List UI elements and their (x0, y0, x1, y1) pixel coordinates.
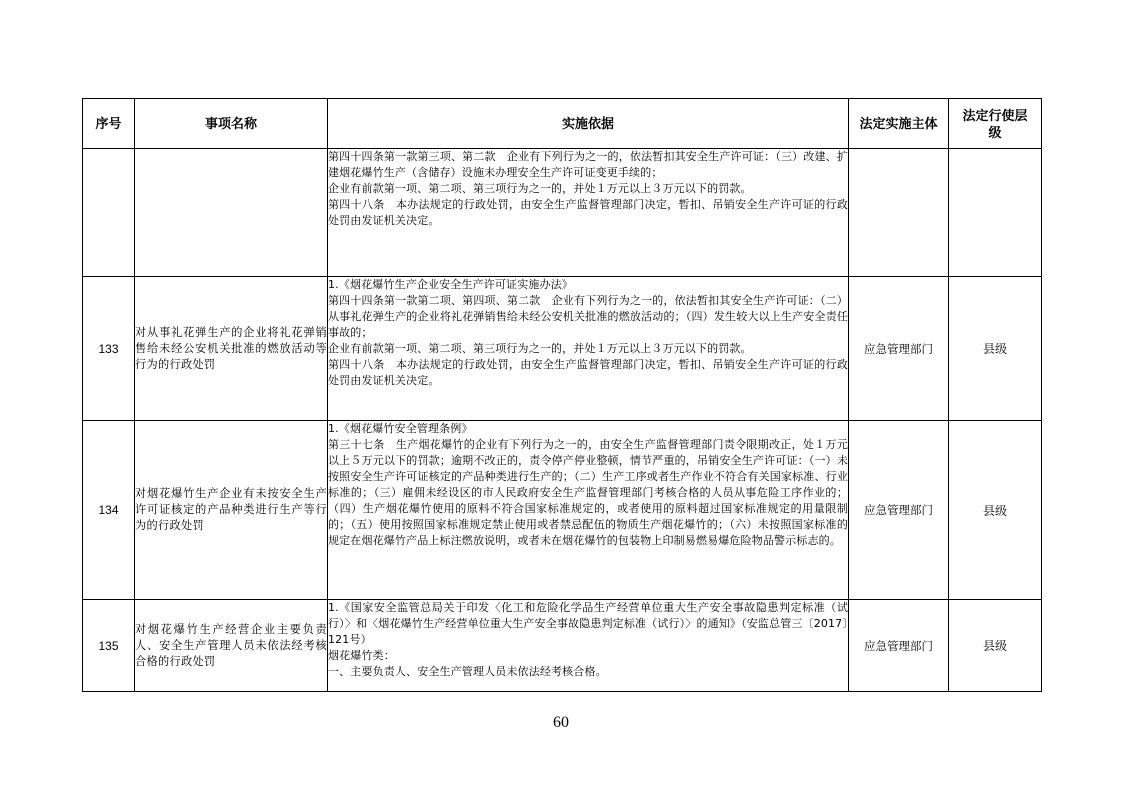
row-subject: 应急管理部门 (849, 277, 949, 421)
page-number: 60 (553, 714, 569, 731)
table-row (83, 277, 1042, 421)
header-level: 法定行使层级 (949, 99, 1042, 149)
basis-paragraph: 烟花爆竹类： (328, 649, 395, 662)
basis-paragraph: 企业有前款第一项、第二项、第三项行为之一的，并处１万元以上３万元以下的罚款。 (328, 342, 752, 355)
row-no (83, 149, 135, 277)
row-level: 县级 (949, 600, 1042, 692)
row-level: 县级 (949, 277, 1042, 421)
row-level (949, 149, 1042, 277)
row-subject: 应急管理部门 (849, 421, 949, 600)
row-item-name (135, 149, 328, 277)
row-basis (328, 421, 849, 600)
table-row (83, 421, 1042, 600)
row-no: 135 (83, 600, 135, 692)
row-basis (328, 149, 849, 277)
basis-paragraph: 1.《国家安全监管总局关于印发〈化工和危险化学品生产经营单位重大生产安全事故隐患判定标准（试行）〉和〈烟花爆竹生产经营单位重大生产安全事故隐患判定标准（试行）〉的通知》（安监总管三〔2017〕121号） (328, 601, 848, 646)
row-basis (328, 277, 849, 421)
row-item-name: 对烟花爆竹生产经营企业主要负责人、安全生产管理人员未依法经考核合格的行政处罚 (135, 600, 328, 692)
basis-paragraph: 第四十八条 本办法规定的行政处罚，由安全生产监督管理部门决定，暂扣、吊销安全生产许可证的行政处罚由发证机关决定。 (328, 198, 848, 227)
basis-paragraph: 企业有前款第一项、第二项、第三项行为之一的，并处１万元以上３万元以下的罚款。 (328, 182, 752, 195)
row-subject (849, 149, 949, 277)
basis-paragraph: 第三十七条 生产烟花爆竹的企业有下列行为之一的，由安全生产监督管理部门责令限期改正，处１万元以上５万元以下的罚款；逾期不改正的，责令停产停业整顿，情节严重的，吊销安全生产许可证：（一）未按照安全生产许可证核定的产品种类进行生产的；（二）生产工序或者生产作业不符合有关国家标准、行业标准的；（三）雇佣未经设区的市人民政府安全生产监督管理部门考核合格的人员从事危险工序作业的；（四）生产烟花爆竹使用的原料不符合国家标准规定的，或者使用的原料超过国家标准规定的用量限制的；（五）使用按照国家标准规定禁止使用或者禁忌配伍的物质生产烟花爆竹的；（六）未按照国家标准的规定在烟花爆竹产品上标注燃放说明，或者未在烟花爆竹的包装物上印制易燃易爆危险物品警示标志的。 (328, 438, 848, 547)
header-row (83, 99, 1042, 149)
header-no: 序号 (83, 99, 135, 149)
basis-paragraph: 第四十八条 本办法规定的行政处罚，由安全生产监督管理部门决定，暂扣、吊销安全生产许可证的行政处罚由发证机关决定。 (328, 358, 848, 387)
row-subject: 应急管理部门 (849, 600, 949, 692)
table-row (83, 149, 1042, 277)
row-item-name: 对从事礼花弹生产的企业将礼花弹销售给未经公安机关批准的燃放活动等行为的行政处罚 (135, 277, 328, 421)
header-basis: 实施依据 (328, 99, 849, 149)
basis-paragraph: 第四十四条第一款第三项、第二款 企业有下列行为之一的，依法暂扣其安全生产许可证：（三）改建、扩建烟花爆竹生产（含储存）设施未办理安全生产许可证变更手续的； (328, 150, 848, 179)
basis-paragraph: 1.《烟花爆竹安全管理条例》 (328, 422, 473, 435)
regulation-table (82, 98, 1042, 692)
row-level: 县级 (949, 421, 1042, 600)
table-row (83, 600, 1042, 692)
row-basis (328, 600, 849, 692)
basis-paragraph: 一、主要负责人、安全生产管理人员未依法经考核合格。 (328, 665, 607, 678)
header-name: 事项名称 (135, 99, 328, 149)
basis-paragraph: 第四十四条第一款第二项、第四项、第二款 企业有下列行为之一的，依法暂扣其安全生产许可证：（二）从事礼花弹生产的企业将礼花弹销售给未经公安机关批准的燃放活动的；（四）发生较大以上生产安全责任事故的； (328, 294, 848, 339)
basis-paragraph: 1.《烟花爆竹生产企业安全生产许可证实施办法》 (328, 278, 573, 291)
row-item-name: 对烟花爆竹生产企业有未按安全生产许可证核定的产品种类进行生产等行为的行政处罚 (135, 421, 328, 600)
row-no: 134 (83, 421, 135, 600)
row-no: 133 (83, 277, 135, 421)
header-subject: 法定实施主体 (849, 99, 949, 149)
